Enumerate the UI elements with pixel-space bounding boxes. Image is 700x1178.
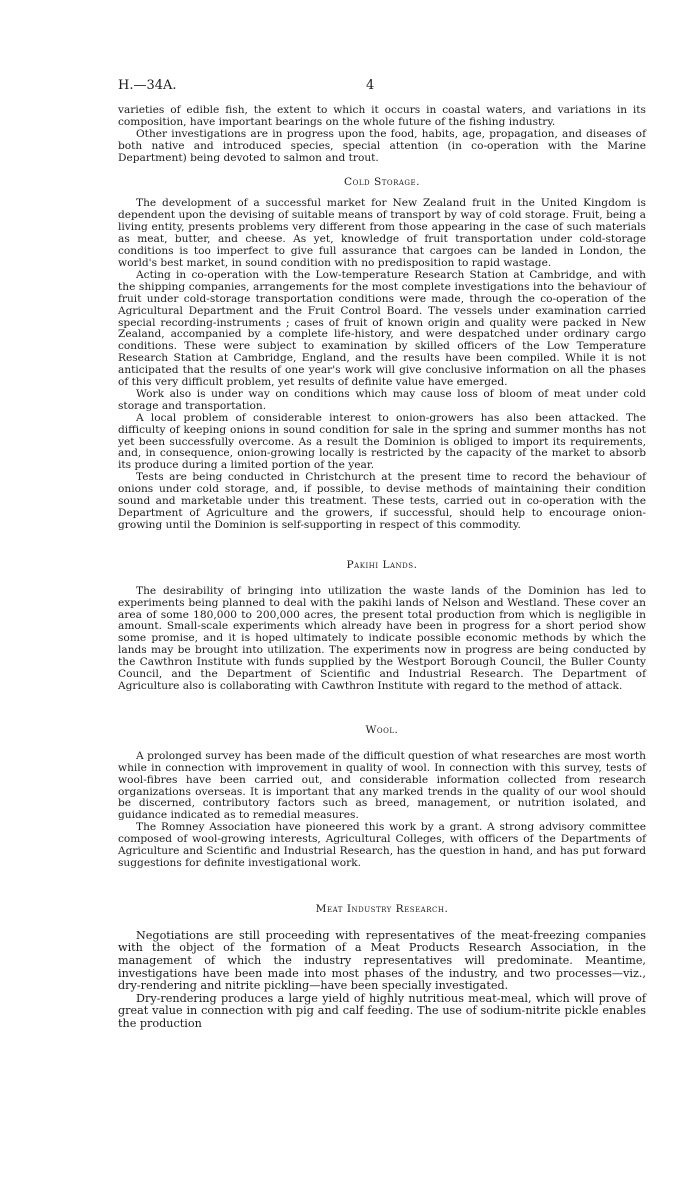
paragraph: Other investigations are in progress upon the food, habits, age, propagation, and diseases of both native and introduced species, special attention (in co-operation with the Marine Department) being devoted to salmon and trout. (118, 127, 646, 164)
meat-section-body (118, 930, 646, 1031)
page-number: 4 (366, 78, 375, 93)
section-heading-pakihi-lands: Pakihi Lands. (346, 558, 418, 571)
paragraph: The desirability of bringing into utilization the waste lands of the Dominion has led to experiments being planned to deal with the pakihi lands of Nelson and Westland. These cover an area of some 180,000 to 200,000 acres, the present total production from which is negligible in amount. Small-scale experiments which already have been in progress for a short period show some promise, and it is hoped ultimately to indicate possible economic methods by which the lands may be brought into utilization. The experiments now in progress are being conducted by the Cawthron Institute with funds supplied by the Westport Borough Council, the Buller County Council, and the Department of Scientific and Industrial Research. The Department of Agriculture also is collaborating with Cawthron Institute with regard to the method of attack. (118, 584, 646, 692)
section-heading-cold-storage: Cold Storage. (343, 175, 421, 188)
paragraph: varieties of edible fish, the extent to which it occurs in coastal waters, and variations in its composition, have important bearings on the whole future of the fishing industry. (118, 104, 646, 128)
section-heading-wool: Wool. (365, 723, 399, 736)
document-body (118, 105, 646, 1031)
paragraph: Tests are being conducted in Christchurch at the present time to record the behaviour of onions under cold storage, and, if possible, to devise methods of maintaining their condition sound and marketable under this treatment. These tests, carried out in co-operation with the Department of Agriculture and the growers, if successful, should help to encourage onion-growing until the Dominion is self-supporting in respect of this commodity. (118, 471, 646, 531)
section-heading-meat-industry-research: Meat Industry Research. (315, 902, 449, 915)
paragraph: Negotiations are still proceeding with representatives of the meat-freezing companies with the object of the formation of a Meat Products Research Association, in the management of which the industry representatives will predominate. Meantime, investigations have been made into most phases of the industry, and two processes—viz., dry-rendering and nitrite pickling—have been specially investigated. (118, 928, 646, 993)
paragraph: Dry-rendering produces a large yield of highly nutritious meat-meal, which will prove of great value in connection with pig and calf feeding. The use of sodium-nitrite pickle enables the production (118, 991, 646, 1030)
document-code: H.—34A. (118, 78, 177, 93)
paragraph: Acting in co-operation with the Low-temperature Research Station at Cambridge, and with the shipping companies, arrangements for the most complete investigations into the behaviour of fruit under cold-storage transportation conditions were made, through the co-operation of the Agricultural Department and the Fruit Control Board. The vessels under examination carried special recording-instruments ; cases of fruit of known origin and quality were packed in New Zealand, accompanied by a complete life-history, and were despatched under ordinary cargo conditions. These were subject to examination by skilled officers of the Low Temperature Research Station at Cambridge, England, and the results have been compiled. While it is not anticipated that the results of one year's work will give conclusive information on all the phases of this very difficult problem, yet results of definite value have emerged. (118, 268, 646, 389)
paragraph: The Romney Association have pioneered this work by a grant. A strong advisory committee composed of wool-growing interests, Agricultural Colleges, with officers of the Departments of Agriculture and Scientific and Industrial Research, has the question in hand, and has put forward suggestions for definite investigational work. (118, 821, 646, 869)
paragraph: A local problem of considerable interest to onion-growers has also been attacked. The difficulty of keeping onions in sound condition for sale in the spring and summer months has not yet been successfully overcome. As a result the Dominion is obliged to import its requirements, and, in consequence, onion-growing locally is restricted by the capacity of the market to absorb its produce during a limited portion of the year. (118, 411, 646, 472)
paragraph: Work also is under way on conditions which may cause loss of bloom of meat under cold storage and transportation. (118, 387, 646, 412)
paragraph: A prolonged survey has been made of the difficult question of what researches are most worth while in connection with improvement in quality of wool. In connection with this survey, tests of wool-fibres have been carried out, and considerable information collected from research organizations overseas. It is important that any marked trends in the quality of our wool should be discerned, contributory factors such as breed, management, or nutrition isolated, and guidance indicated as to remedial measures. (118, 749, 646, 822)
paragraph: The development of a successful market for New Zealand fruit in the United Kingdom is dependent upon the devising of suitable means of transport by way of cold storage. Fruit, being a living entity, presents problems very different from those appearing in the case of such materials as meat, butter, and cheese. As yet, knowledge of fruit transportation under cold-storage conditions is too imperfect to give full assurance that cargoes can be landed in London, the world's best market, in sound condition with no predisposition to rapid wastage. (118, 197, 646, 269)
